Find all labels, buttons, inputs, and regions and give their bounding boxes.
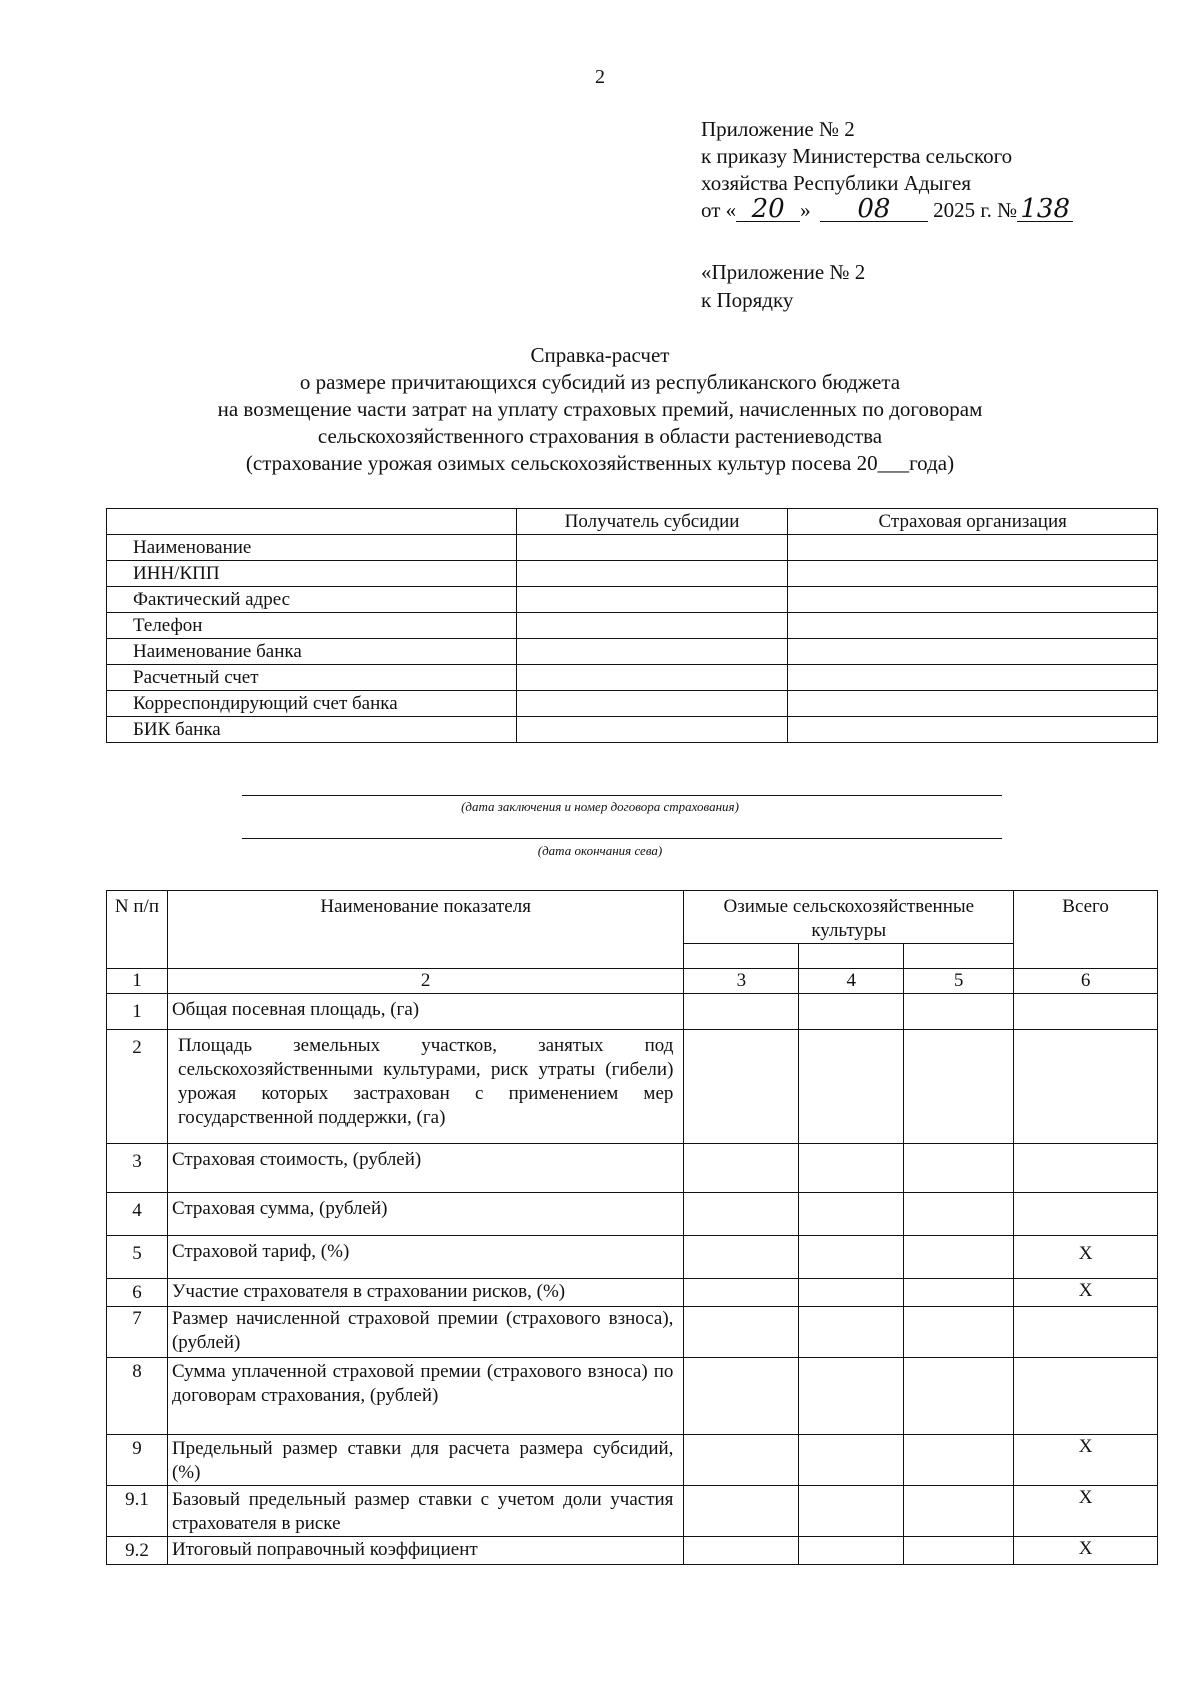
recipient-cell bbox=[516, 717, 788, 743]
table-row bbox=[107, 1236, 1158, 1279]
value-cell bbox=[684, 1193, 799, 1236]
table-row bbox=[107, 561, 1158, 587]
total-cell: X bbox=[1014, 1435, 1158, 1486]
value-cell bbox=[904, 1193, 1014, 1236]
value-cell bbox=[799, 1358, 904, 1435]
table-row bbox=[107, 1537, 1158, 1565]
value-cell bbox=[684, 1279, 799, 1307]
value-cell bbox=[799, 994, 904, 1030]
row-label: Наименование банка bbox=[107, 639, 517, 665]
row-number: 8 bbox=[107, 1358, 168, 1435]
total-cell: X bbox=[1014, 1537, 1158, 1565]
row-indicator: Общая посевная площадь, (га) bbox=[167, 994, 683, 1030]
col-number: 1 bbox=[107, 969, 168, 994]
row-label: Наименование bbox=[107, 535, 517, 561]
row-label: Телефон bbox=[107, 613, 517, 639]
calculation-table bbox=[106, 890, 1158, 1565]
table-row bbox=[107, 639, 1158, 665]
value-cell bbox=[904, 1307, 1014, 1358]
row-number: 2 bbox=[107, 1030, 168, 1144]
table-row bbox=[107, 994, 1158, 1030]
value-cell bbox=[799, 1030, 904, 1144]
page-number: 2 bbox=[595, 66, 605, 88]
insurer-cell bbox=[788, 613, 1158, 639]
col-number: 3 bbox=[684, 969, 799, 994]
title-line-3: на возмещение части затрат на уплату страховых премий, начисленных по договорам bbox=[217, 397, 983, 421]
value-cell bbox=[799, 1537, 904, 1565]
row-number: 3 bbox=[107, 1144, 168, 1193]
row-indicator: Сумма уплаченной страховой премии (страхового взноса) по договорам страхования, (рублей) bbox=[167, 1358, 683, 1435]
crop-col-5 bbox=[904, 944, 1014, 969]
requisites-table bbox=[106, 508, 1158, 743]
appendix-line-1: Приложение № 2 bbox=[701, 117, 855, 141]
row-indicator: Страховой тариф, (%) bbox=[167, 1236, 683, 1279]
table-row bbox=[107, 1435, 1158, 1486]
row-label: БИК банка bbox=[107, 717, 517, 743]
procedure-line-1: «Приложение № 2 bbox=[701, 260, 866, 284]
value-cell bbox=[684, 994, 799, 1030]
col-number: 6 bbox=[1014, 969, 1158, 994]
row-number: 9 bbox=[107, 1435, 168, 1486]
value-cell bbox=[904, 994, 1014, 1030]
table-row bbox=[107, 535, 1158, 561]
title-line-4: сельскохозяйственного страхования в области растениеводства bbox=[317, 424, 883, 448]
value-cell bbox=[684, 1435, 799, 1486]
sowing-blank-line bbox=[242, 838, 1002, 839]
table-row bbox=[107, 1358, 1158, 1435]
value-cell bbox=[904, 1537, 1014, 1565]
sowing-caption: (дата окончания сева) bbox=[537, 843, 663, 858]
contract-blank-line bbox=[242, 795, 1002, 796]
total-cell: X bbox=[1014, 1486, 1158, 1537]
value-cell bbox=[799, 1486, 904, 1537]
requisites-header-empty bbox=[107, 509, 517, 535]
insurer-cell bbox=[788, 587, 1158, 613]
total-cell: X bbox=[1014, 1236, 1158, 1279]
row-indicator: Итоговый поправочный коэффициент bbox=[167, 1537, 683, 1565]
appendix-header bbox=[701, 116, 1073, 224]
value-cell bbox=[799, 1236, 904, 1279]
header-indicator-name: Наименование показателя bbox=[167, 891, 683, 969]
insurer-cell bbox=[788, 717, 1158, 743]
column-numbers-row bbox=[107, 969, 1158, 994]
row-number: 9.1 bbox=[107, 1486, 168, 1537]
value-cell bbox=[799, 1144, 904, 1193]
table-row bbox=[107, 613, 1158, 639]
total-cell bbox=[1014, 1144, 1158, 1193]
row-indicator: Предельный размер ставки для расчета размера субсидий, (%) bbox=[167, 1435, 683, 1486]
row-number: 5 bbox=[107, 1236, 168, 1279]
table-row bbox=[107, 1030, 1158, 1144]
value-cell bbox=[904, 1435, 1014, 1486]
row-number: 4 bbox=[107, 1193, 168, 1236]
handwritten-month: 08 bbox=[820, 197, 928, 222]
table-row bbox=[107, 1486, 1158, 1537]
row-number: 6 bbox=[107, 1279, 168, 1307]
row-label: Корреспондирующий счет банка bbox=[107, 691, 517, 717]
value-cell bbox=[904, 1486, 1014, 1537]
total-cell bbox=[1014, 1193, 1158, 1236]
value-cell bbox=[684, 1236, 799, 1279]
table-row bbox=[107, 665, 1158, 691]
header-insurer: Страховая организация bbox=[788, 509, 1158, 535]
value-cell bbox=[904, 1279, 1014, 1307]
appendix-year: 2025 г. № bbox=[933, 198, 1018, 222]
recipient-cell bbox=[516, 587, 788, 613]
row-indicator: Страховая сумма, (рублей) bbox=[167, 1193, 683, 1236]
value-cell bbox=[684, 1307, 799, 1358]
col-number: 2 bbox=[167, 969, 683, 994]
row-label: Расчетный счет bbox=[107, 665, 517, 691]
row-indicator: Размер начисленной страховой премии (страхового взноса), (рублей) bbox=[167, 1307, 683, 1358]
header-winter-crops: Озимые сельскохозяйственные культуры bbox=[684, 891, 1014, 944]
table-row bbox=[107, 1279, 1158, 1307]
value-cell bbox=[904, 1358, 1014, 1435]
value-cell bbox=[799, 1307, 904, 1358]
table-row bbox=[107, 1144, 1158, 1193]
crop-col-4 bbox=[799, 944, 904, 969]
appendix-from: от « bbox=[701, 198, 737, 222]
row-indicator: Участие страхователя в страховании рисков, (%) bbox=[167, 1279, 683, 1307]
crop-col-3 bbox=[684, 944, 799, 969]
recipient-cell bbox=[516, 613, 788, 639]
insurer-cell bbox=[788, 535, 1158, 561]
total-cell bbox=[1014, 994, 1158, 1030]
document-title bbox=[0, 342, 1200, 477]
table-row bbox=[107, 1193, 1158, 1236]
appendix-quote-close: » bbox=[800, 198, 811, 222]
value-cell bbox=[684, 1486, 799, 1537]
insurer-cell bbox=[788, 691, 1158, 717]
recipient-cell bbox=[516, 535, 788, 561]
row-number: 1 bbox=[107, 994, 168, 1030]
recipient-cell bbox=[516, 691, 788, 717]
row-indicator: Страховая стоимость, (рублей) bbox=[167, 1144, 683, 1193]
row-label: Фактический адрес bbox=[107, 587, 517, 613]
recipient-cell bbox=[516, 639, 788, 665]
appendix-date-line bbox=[701, 194, 1073, 224]
row-indicator: Площадь земельных участков, занятых под сельскохозяйственными культурами, риск утраты (гибели) урожая которых застрахован с применением мер государственной поддержки, (га) bbox=[167, 1030, 683, 1144]
value-cell bbox=[684, 1537, 799, 1565]
table-row bbox=[107, 587, 1158, 613]
requisites-header-row bbox=[107, 509, 1158, 535]
handwritten-day: 20 bbox=[736, 197, 800, 222]
table-row bbox=[107, 691, 1158, 717]
appendix-line-2: к приказу Министерства сельского bbox=[701, 144, 1013, 168]
calc-header-row bbox=[107, 891, 1158, 944]
value-cell bbox=[684, 1030, 799, 1144]
total-cell: X bbox=[1014, 1279, 1158, 1307]
title-line-5: (страхование урожая озимых сельскохозяйственных культур посева 20___года) bbox=[245, 451, 955, 475]
contract-caption: (дата заключения и номер договора страхования) bbox=[461, 799, 739, 814]
value-cell bbox=[799, 1435, 904, 1486]
insurer-cell bbox=[788, 639, 1158, 665]
header-num: N п/п bbox=[107, 891, 168, 969]
value-cell bbox=[904, 1236, 1014, 1279]
value-cell bbox=[799, 1279, 904, 1307]
title-line-1: Справка-расчет bbox=[530, 343, 670, 367]
col-number: 5 bbox=[904, 969, 1014, 994]
table-row bbox=[107, 717, 1158, 743]
col-number: 4 bbox=[799, 969, 904, 994]
procedure-line-2: к Порядку bbox=[701, 288, 794, 312]
insurer-cell bbox=[788, 561, 1158, 587]
row-number: 9.2 bbox=[107, 1537, 168, 1565]
row-label: ИНН/КПП bbox=[107, 561, 517, 587]
table-row bbox=[107, 1307, 1158, 1358]
header-total: Всего bbox=[1014, 891, 1158, 969]
total-cell bbox=[1014, 1307, 1158, 1358]
row-indicator: Базовый предельный размер ставки с учетом доли участия страхователя в риске bbox=[167, 1486, 683, 1537]
header-recipient: Получатель субсидии bbox=[516, 509, 788, 535]
value-cell bbox=[904, 1030, 1014, 1144]
value-cell bbox=[799, 1193, 904, 1236]
value-cell bbox=[684, 1144, 799, 1193]
appendix-line-3: хозяйства Республики Адыгея bbox=[701, 171, 971, 195]
appendix-procedure bbox=[701, 258, 865, 314]
total-cell bbox=[1014, 1358, 1158, 1435]
value-cell bbox=[684, 1358, 799, 1435]
total-cell bbox=[1014, 1030, 1158, 1144]
row-number: 7 bbox=[107, 1307, 168, 1358]
value-cell bbox=[904, 1144, 1014, 1193]
recipient-cell bbox=[516, 561, 788, 587]
handwritten-number: 138 bbox=[1017, 197, 1073, 222]
title-line-2: о размере причитающихся субсидий из республиканского бюджета bbox=[299, 370, 901, 394]
insurer-cell bbox=[788, 665, 1158, 691]
recipient-cell bbox=[516, 665, 788, 691]
